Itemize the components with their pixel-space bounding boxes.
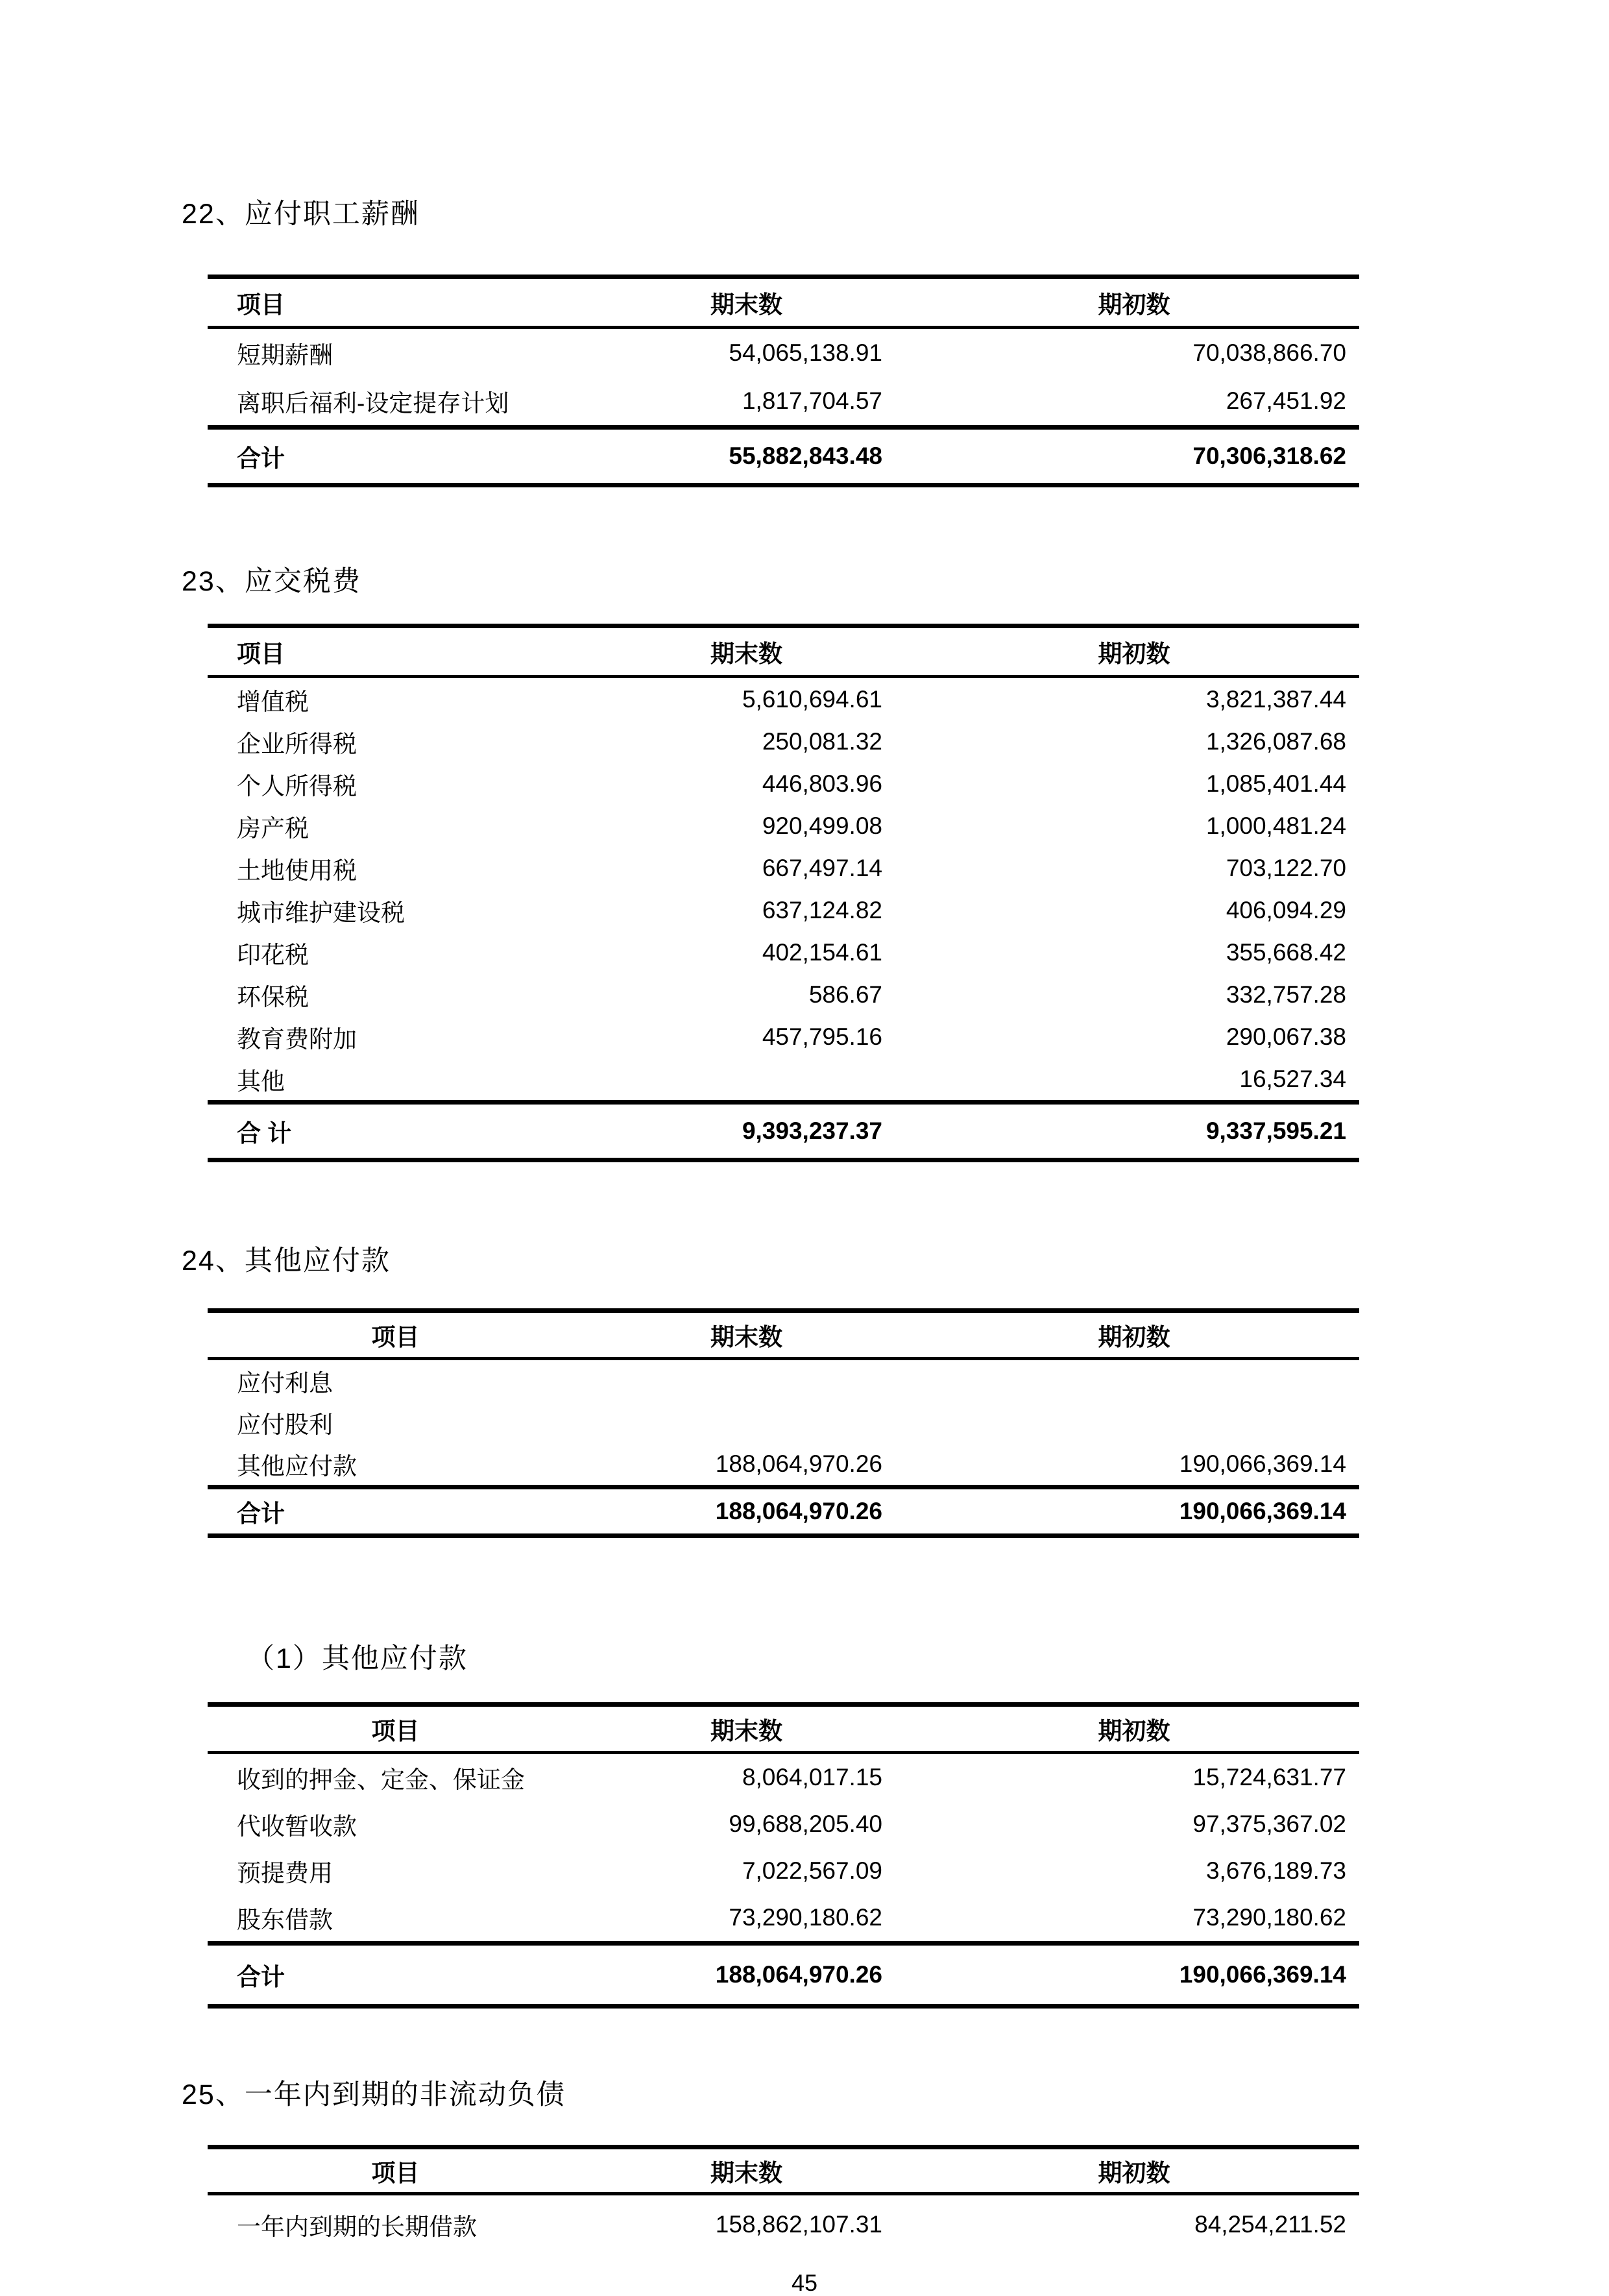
cell-ending-balance: 1,817,704.57: [742, 387, 882, 414]
cell-item: 离职后福利-设定提存计划: [237, 390, 509, 417]
cell-ending-balance: 637,124.82: [762, 896, 882, 923]
cell-total-ending-balance: 55,882,843.48: [584, 428, 908, 485]
table-row: [208, 1801, 1359, 1848]
table-row: [208, 1402, 1359, 1443]
cell-ending-balance: [584, 1359, 908, 1402]
other-payables-table: [208, 1308, 1359, 1538]
cell-ending-balance: [584, 1402, 908, 1443]
cell-beginning-balance: [908, 1359, 1359, 1402]
total-row: [208, 1103, 1359, 1160]
cell-total-ending-balance: 188,064,970.26: [584, 1944, 908, 2007]
cell-beginning-balance: 73,290,180.62: [1192, 1904, 1346, 1931]
cell-ending-balance: [584, 1058, 908, 1103]
cell-ending-balance: 586.67: [808, 981, 882, 1008]
employee-compensation-table: [208, 275, 1359, 487]
cell-beginning-balance: 290,067.38: [1226, 1023, 1346, 1050]
table-row: [208, 931, 1359, 973]
section-heading-noncurrent-liabilities-due-within-one-year: 25、一年内到期的非流动负债: [182, 2079, 566, 2110]
column-header-ending-balance: 期末数: [584, 1311, 908, 1359]
cell-item: 企业所得税: [237, 730, 357, 757]
cell-item: 环保税: [237, 983, 309, 1010]
cell-total-beginning-balance: 9,337,595.21: [908, 1103, 1359, 1160]
page-number: 45: [791, 2269, 818, 2296]
other-payables-detail-table: [208, 1702, 1359, 2009]
cell-beginning-balance: 355,668.42: [1226, 938, 1346, 966]
cell-item: 印花税: [237, 941, 309, 968]
cell-ending-balance: 99,688,205.40: [729, 1811, 882, 1837]
cell-ending-balance: 5,610,694.61: [742, 685, 882, 713]
cell-beginning-balance: 84,254,211.52: [1194, 2211, 1346, 2238]
column-header-ending-balance: 期末数: [584, 2147, 908, 2194]
total-row: [208, 428, 1359, 485]
table-row: [208, 847, 1359, 889]
column-header-item: 项目: [208, 626, 584, 677]
column-header-beginning-balance: 期初数: [908, 626, 1359, 677]
table-row: [208, 377, 1359, 428]
table-row: [208, 805, 1359, 847]
cell-ending-balance: 667,497.14: [762, 854, 882, 881]
cell-beginning-balance: 1,085,401.44: [1205, 770, 1346, 797]
cell-beginning-balance: 1,326,087.68: [1205, 727, 1346, 755]
column-header-item: 项目: [208, 277, 584, 328]
taxes-payable-table: [208, 624, 1359, 1162]
table-header-row: [208, 1705, 1359, 1753]
table-header-row: [208, 277, 1359, 328]
cell-beginning-balance: 16,527.34: [1239, 1065, 1346, 1092]
cell-item: 其他应付款: [237, 1453, 357, 1480]
cell-total-label: 合计: [208, 428, 584, 485]
cell-item: 其他: [237, 1068, 285, 1095]
table-header-row: [208, 1311, 1359, 1359]
cell-beginning-balance: 70,038,866.70: [1192, 339, 1346, 366]
cell-beginning-balance: 15,724,631.77: [1192, 1764, 1346, 1790]
cell-item: 收到的押金、定金、保证金: [237, 1766, 525, 1793]
cell-item: 预提费用: [237, 1860, 333, 1887]
cell-item: 土地使用税: [237, 857, 357, 884]
cell-total-label: 合计: [208, 1944, 584, 2007]
table-row: [208, 763, 1359, 805]
cell-ending-balance: 158,862,107.31: [715, 2211, 882, 2238]
cell-ending-balance: 457,795.16: [762, 1023, 882, 1050]
cell-total-label: 合计: [208, 1487, 584, 1536]
cell-ending-balance: 73,290,180.62: [729, 1904, 882, 1931]
total-row: [208, 1944, 1359, 2007]
cell-beginning-balance: 1,000,481.24: [1205, 812, 1346, 839]
cell-total-ending-balance: 188,064,970.26: [584, 1487, 908, 1536]
cell-beginning-balance: 703,122.70: [1226, 854, 1346, 881]
column-header-ending-balance: 期末数: [584, 1705, 908, 1753]
cell-beginning-balance: 406,094.29: [1226, 896, 1346, 923]
table-row: [208, 1016, 1359, 1058]
section-heading-employee-compensation: 22、应付职工薪酬: [182, 199, 420, 230]
cell-ending-balance: 920,499.08: [762, 812, 882, 839]
cell-total-beginning-balance: 70,306,318.62: [908, 428, 1359, 485]
cell-beginning-balance: [908, 1402, 1359, 1443]
column-header-item: 项目: [208, 2147, 584, 2194]
cell-item: 代收暂收款: [237, 1813, 357, 1840]
cell-total-beginning-balance: 190,066,369.14: [908, 1944, 1359, 2007]
cell-item: 教育费附加: [237, 1025, 357, 1053]
cell-beginning-balance: 190,066,369.14: [1179, 1450, 1346, 1477]
cell-ending-balance: 402,154.61: [762, 938, 882, 966]
table-row: [208, 720, 1359, 763]
table-row: [208, 1058, 1359, 1103]
column-header-item: 项目: [208, 1705, 584, 1753]
cell-item: 房产税: [237, 814, 309, 842]
cell-ending-balance: 8,064,017.15: [742, 1764, 882, 1790]
column-header-beginning-balance: 期初数: [908, 2147, 1359, 2194]
cell-item: 增值税: [237, 688, 309, 715]
cell-ending-balance: 54,065,138.91: [729, 339, 882, 366]
cell-item: 应付利息: [237, 1370, 333, 1397]
table-row: [208, 1359, 1359, 1402]
table-row: [208, 1894, 1359, 1944]
column-header-ending-balance: 期末数: [584, 626, 908, 677]
cell-item: 短期薪酬: [237, 342, 333, 369]
table-row: [208, 677, 1359, 721]
cell-ending-balance: 446,803.96: [762, 770, 882, 797]
table-row: [208, 889, 1359, 931]
cell-total-ending-balance: 9,393,237.37: [584, 1103, 908, 1160]
cell-ending-balance: 188,064,970.26: [715, 1450, 882, 1477]
noncurrent-liabilities-due-table: [208, 2145, 1359, 2254]
column-header-item: 项目: [208, 1311, 584, 1359]
cell-item: 个人所得税: [237, 772, 357, 800]
cell-item: 城市维护建设税: [237, 899, 405, 926]
table-row: [208, 1443, 1359, 1487]
table-row: [208, 973, 1359, 1016]
column-header-beginning-balance: 期初数: [908, 277, 1359, 328]
cell-beginning-balance: 3,676,189.73: [1205, 1857, 1346, 1884]
table-header-row: [208, 626, 1359, 677]
cell-beginning-balance: 332,757.28: [1226, 981, 1346, 1008]
column-header-beginning-balance: 期初数: [908, 1705, 1359, 1753]
table-row: [208, 328, 1359, 378]
cell-item: 股东借款: [237, 1907, 333, 1933]
cell-ending-balance: 250,081.32: [762, 727, 882, 755]
table-header-row: [208, 2147, 1359, 2194]
column-header-beginning-balance: 期初数: [908, 1311, 1359, 1359]
table-row: [208, 1753, 1359, 1801]
section-heading-other-payables: 24、其他应付款: [182, 1245, 391, 1276]
table-row: [208, 1848, 1359, 1894]
table-row: [208, 2194, 1359, 2254]
section-heading-taxes-payable: 23、应交税费: [182, 566, 361, 597]
cell-ending-balance: 7,022,567.09: [742, 1857, 882, 1884]
cell-item: 一年内到期的长期借款: [237, 2214, 477, 2240]
column-header-ending-balance: 期末数: [584, 277, 908, 328]
cell-beginning-balance: 267,451.92: [1226, 387, 1346, 414]
total-row: [208, 1487, 1359, 1536]
cell-total-beginning-balance: 190,066,369.14: [908, 1487, 1359, 1536]
cell-item: 应付股利: [237, 1411, 333, 1438]
cell-beginning-balance: 97,375,367.02: [1192, 1811, 1346, 1837]
cell-beginning-balance: 3,821,387.44: [1205, 685, 1346, 713]
cell-total-label: 合 计: [208, 1103, 584, 1160]
subsection-heading-other-payables-detail: （1）其他应付款: [247, 1643, 468, 1674]
